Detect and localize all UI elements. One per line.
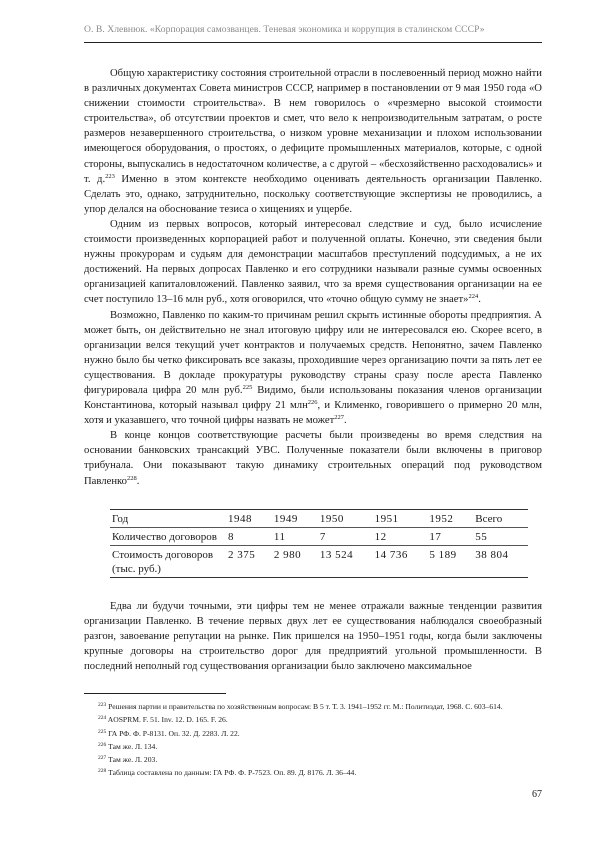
text-span: , и Клименко, говорившего о примерно 20 млн, хотя и указавшего, что точной цифры назвать не может [84,400,542,427]
table-row [110,546,528,578]
text-span: . [344,415,347,427]
text-span: В конце концов соответствующие расчеты были произведены во время следствия на основании банковских трансакций УВС. Полученные показатели были включены в приговор трибунала. Они показывают такую динамику строительных операций под руководством Павленко [84,430,542,487]
footnotes [84,700,542,780]
header-rule [84,42,542,43]
table-header-cell: Год [112,513,129,525]
paragraph-3 [84,308,542,429]
table-cell: 11 [273,531,286,543]
table-cell: 2 980 [273,549,302,561]
footnote-number: 228 [98,768,107,775]
table-cell: 14 736 [374,549,408,561]
footnote-text: Там же. Л. 203. [106,755,158,765]
table-header-cell: Всего [475,513,503,525]
footnote-number: 227 [98,755,107,762]
paragraph-5 [84,599,542,674]
footnote-ref-226[interactable]: 226 [307,399,318,407]
footnote-text: ГА РФ. Ф. Р-8131. Оп. 32. Д. 2283. Л. 22. [106,728,240,738]
footnote-text: Там же. Л. 134. [106,741,158,751]
text-span: Возможно, Павленко по каким-то причинам решил скрыть истинные обороты предприятия. А может быть, он действительно не знал итоговую цифру или не интересовался ею. Скорее всего, в организации велся текущий учет контрактов и получаемых средств. Непонятно, зачем Павленко нужно было бы четко фиксировать все заказы, проходившие через организацию почти за пять лет ее существования. В докладе прокуратуры руководству страны сразу после ареста Павленко фигурировала цифра 20 млн руб. [84,309,542,396]
footnote-223 [84,700,542,713]
main-text [84,66,542,489]
table-cell: 12 [374,531,387,543]
text-span: . [478,294,481,306]
table-header-cell: 1950 [319,513,344,525]
footnote-ref-227[interactable]: 227 [334,414,345,422]
text-span: Одним из первых вопросов, который интересовал следствие и суд, было исчисление стоимости произведенных корпорацией работ и полученной оплаты. Конечно, эти сведения были нужны прокурорам и судьям для демонстрации масштабов преступлений подсудимых, а не их достижений. На первых допросах Павленко и его сотрудники называли разные суммы освоенных организацией капиталовложений. Павленко заявил, что за время существования организации на ее счет поступило 13–16 млн руб., хотя оговорился, что «точно общую сумму не знает» [84,218,542,306]
table-cell: Количество договоров [112,531,217,543]
footnote-228 [84,766,542,779]
text-span: . [136,475,140,487]
footnote-rule [84,693,226,694]
footnote-225 [84,727,542,740]
text-span: Именно в этом контексте необходимо оценивать деятельность организации Павленко. Сделать это, однако, затруднительно, поскольку соответствующие экспертизы не проводились, а упор делался на обоснование тезиса о хищениях и ущербе. [84,173,542,215]
table-cell: 55 [475,531,488,543]
contracts-table [110,509,528,578]
table-cell: 17 [429,531,442,543]
running-header: О. В. Хлевнюк. «Корпорация самозванцев. Теневая экономика и коррупция в сталинском СССР» [84,24,485,35]
table-header-cell: 1948 [228,513,252,525]
table-cell: 38 804 [475,549,509,561]
paragraph-2 [84,217,542,308]
table-cell: 7 [319,531,326,543]
footnote-number: 225 [98,728,107,735]
paragraph-1 [84,66,542,217]
table-cell: 13 524 [319,549,354,561]
footnote-224 [84,713,542,726]
table-header-cell: 1949 [273,513,298,525]
footnote-text: Решения партии и правительства по хозяйственным вопросам: В 5 т. Т. 3. 1941–1952 гг. М.: Политиздат, 1968. С. 603–614. [106,702,503,711]
page-number: 67 [532,789,542,800]
footnote-text: AOSPRM. F. 51. Inv. 12. D. 165. F. 26. [106,715,228,725]
footnote-ref-223[interactable]: 223 [105,172,115,180]
footnote-number: 226 [98,741,107,748]
footnote-ref-224[interactable]: 224 [468,293,479,301]
footnote-ref-228[interactable]: 228 [126,474,137,482]
text-span: Едва ли будучи точными, эти цифры тем не менее отражали важные тенденции развития организации Павленко. В течение первых двух лет ее существования наблюдался своеобразный разгон, завоевание репутации на рынке. Пик пришелся на 1950–1951 годы, когда были заключены крупные договоры на строительство дорог для предприятий угольной промышленности. В последний неполный год существования организации было заключено максимальное [84,601,542,673]
table-header-cell: 1952 [429,513,454,525]
table-row [110,528,528,546]
footnote-226 [84,740,542,753]
footnote-ref-225[interactable]: 225 [242,383,253,391]
footnote-text: Таблица составлена по данным: ГА РФ. Ф. Р-7523. Оп. 89. Д. 8176. Л. 36–44. [106,768,357,778]
text-span: Видимо, были использованы показания членов организации Константинова, который называл цифру 21 млн [84,384,542,412]
table-cell: Стоимость договоров (тыс. руб.) [112,549,214,575]
table-cell: 5 189 [429,549,457,561]
table-cell: 2 375 [228,549,256,561]
table-header-cell: 1951 [374,513,399,525]
table-cell: 8 [228,531,234,543]
paragraph-4 [84,428,542,488]
footnote-number: 224 [98,715,107,722]
text-span: Общую характеристику состояния строительной отрасли в послевоенный период можно найти в различных документах Совета министров СССР, например в постановлении от 9 мая 1950 года «О снижении стоимости строительства». В нем говорилось о «чрезмерно высокой стоимости строительства», об отсутствии проектов и смет, что вело к непроизводительным затратам, о росте размеров незавершенного строительства, о низком уровне механизации и плохом использовании имеющегося оборудования, о простоях, о дефиците промышленных материалов, которые, с одной стороны, выпускались в недостаточном количестве, а с другой – «бесхозяйственно расходовались» и т. д. [84,68,542,185]
footnote-number: 223 [98,702,107,708]
footnote-227 [84,753,542,766]
table-header-row [110,510,528,528]
main-text-continued [84,599,542,674]
